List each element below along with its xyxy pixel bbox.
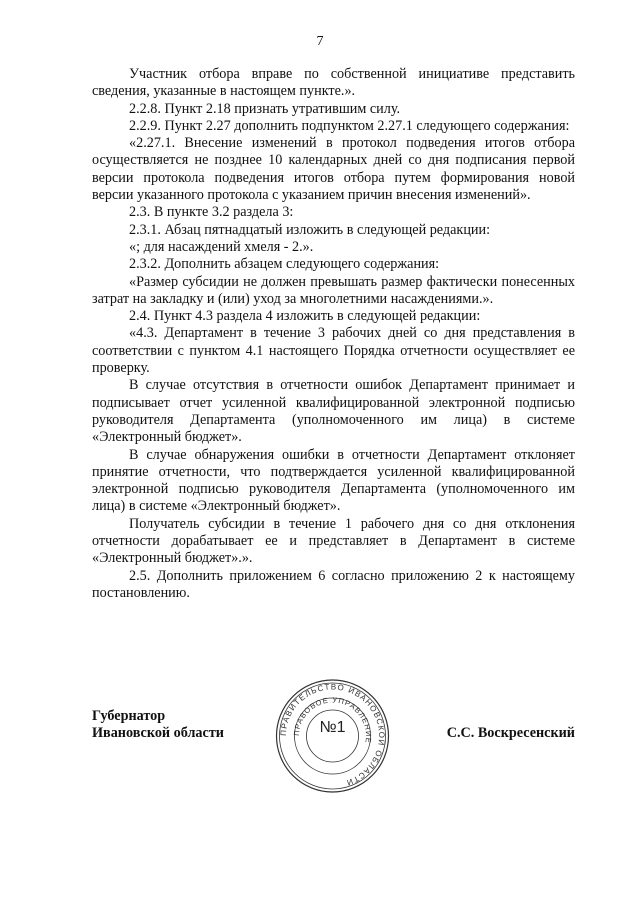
paragraph: Участник отбора вправе по собственной инициативе представить сведения, указанные в настоящем пункте.». [92, 66, 575, 100]
paragraph: «Размер субсидии не должен превышать размер фактически понесенных затрат на закладку и (или) уход за многолетними насаждениями.». [92, 273, 575, 307]
page-number: 7 [316, 34, 324, 49]
svg-text:ПРАВОВОЕ УПРАВЛЕНИЕ: ПРАВОВОЕ УПРАВЛЕНИЕ [291, 695, 374, 745]
paragraph: В случае отсутствия в отчетности ошибок Департамент принимает и подписывает отчет усиленной квалифицированной электронной подписью руководителя Департамента (уполномоченного им лица) в системе «Электронный бюджет». [92, 377, 575, 446]
paragraph: 2.2.8. Пункт 2.18 признать утратившим силу. [129, 100, 401, 117]
document-body [92, 66, 575, 602]
paragraph: «4.3. Департамент в течение 3 рабочих дней со дня представления в соответствии с пунктом 4.1 настоящего Порядка отчетности осуществляет ее проверку. [92, 325, 575, 377]
paragraph: 2.2.9. Пункт 2.27 дополнить подпунктом 2.27.1 следующего содержания: [129, 117, 570, 134]
signatory-title-line: Губернатор [92, 708, 166, 724]
signatory-title-line: Ивановской области [92, 725, 224, 741]
paragraph: 2.3. В пункте 3.2 раздела 3: [129, 204, 294, 221]
paragraph: 2.4. Пункт 4.3 раздела 4 изложить в следующей редакции: [129, 308, 481, 325]
official-stamp [270, 676, 395, 796]
paragraph: 2.3.1. Абзац пятнадцатый изложить в следующей редакции: [129, 221, 491, 238]
paragraph: 2.3.2. Дополнить абзацем следующего содержания: [129, 256, 440, 273]
signatory-title [92, 708, 224, 742]
paragraph: 2.5. Дополнить приложением 6 согласно приложению 2 к настоящему постановлению. [92, 567, 575, 601]
paragraph: Получатель субсидии в течение 1 рабочего дня со дня отклонения отчетности дорабатывает ее и представляет в Департамент в системе «Электронный бюджет».». [92, 515, 575, 567]
paragraph: «; для насаждений хмеля - 2.». [129, 238, 314, 255]
signatory-name: С.С. Воскресенский [446, 725, 575, 741]
svg-text:ПРАВИТЕЛЬСТВО ИВАНОВСКОЙ ОБЛАС: ПРАВИТЕЛЬСТВО ИВАНОВСКОЙ ОБЛАСТИ [278, 682, 387, 788]
paragraph: «2.27.1. Внесение изменений в протокол подведения итогов отбора осуществляется не позднее 10 календарных дней со дня подписания первой версии протокола подведения итогов отбора путем формирования новой версии указанного протокола с указанием причин внесения изменений». [92, 135, 575, 204]
paragraph: В случае обнаружения ошибки в отчетности Департамент отклоняет принятие отчетности, что подтверждается усиленной квалифицированной электронной подписью руководителя Департамента (уполномоченного им лица) в системе «Электронный бюджет». [92, 446, 575, 515]
stamp-number: №1 [319, 719, 346, 736]
